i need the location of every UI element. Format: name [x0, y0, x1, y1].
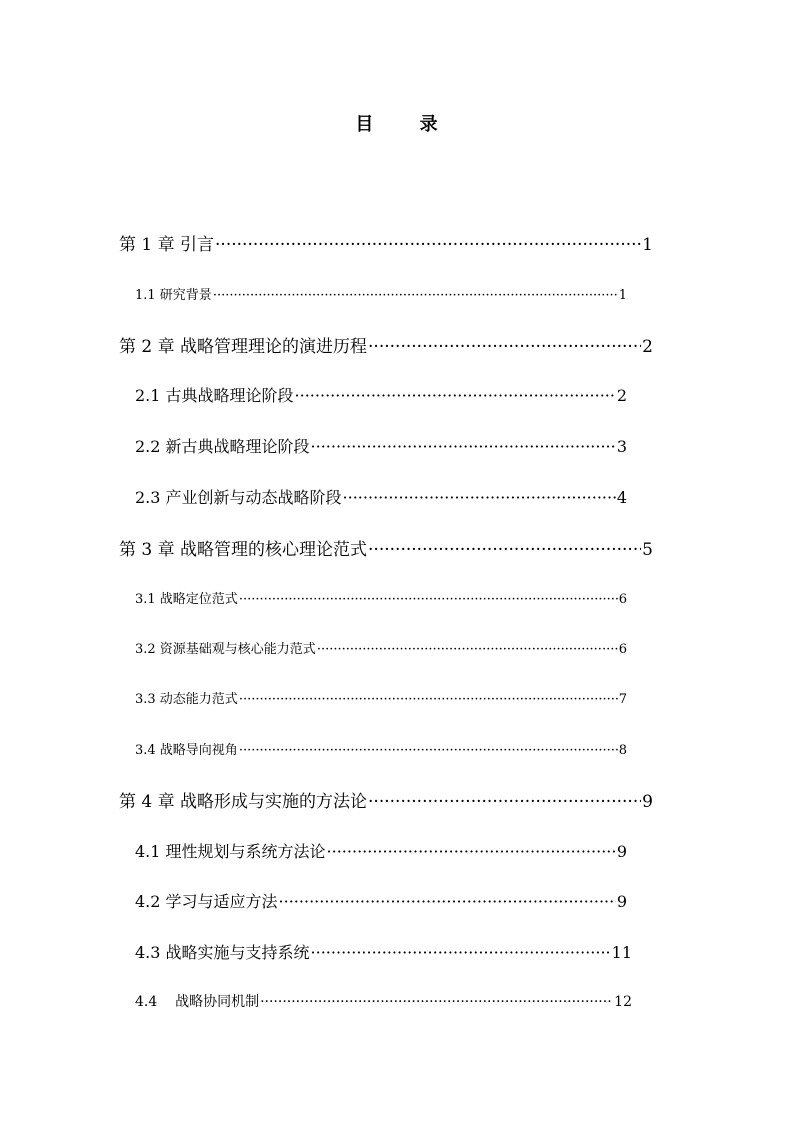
toc-entry-label: 1.1 研究背景 — [135, 288, 212, 303]
toc-entry-page: 12 — [614, 994, 632, 1010]
toc-entry-section-3-4[interactable] — [135, 739, 627, 758]
toc-entry-label: 4.1 理性规划与系统方法论 — [135, 842, 326, 861]
toc-entry-section-4-3[interactable] — [135, 940, 632, 963]
dot-leader — [213, 288, 618, 303]
toc-entry-page: 7 — [618, 692, 627, 707]
dot-leader — [311, 943, 611, 962]
toc-entry-section-1-1[interactable] — [135, 284, 627, 303]
toc-entry-chapter-2[interactable] — [119, 332, 653, 357]
toc-entry-page: 4 — [616, 488, 627, 507]
toc-entry-label: 3.4 战略导向视角 — [135, 743, 238, 758]
toc-entry-label: 2.1 古典战略理论阶段 — [135, 386, 294, 405]
toc-entry-page: 2 — [616, 386, 627, 405]
toc-entry-section-3-2[interactable] — [135, 638, 627, 657]
dot-leader — [239, 592, 618, 607]
toc-entry-label: 2.3 产业创新与动态战略阶段 — [135, 488, 342, 507]
toc-entry-page: 1 — [642, 235, 653, 255]
toc-entry-label: 3.2 资源基础观与核心能力范式 — [135, 642, 316, 657]
toc-entry-chapter-4[interactable] — [119, 787, 653, 812]
dot-leader — [260, 994, 613, 1010]
toc-entry-section-2-3[interactable] — [135, 485, 627, 508]
toc-entry-page: 1 — [618, 288, 627, 303]
toc-entry-page: 9 — [642, 792, 653, 812]
toc-entry-label: 3.1 战略定位范式 — [135, 592, 238, 607]
toc-entry-section-3-3[interactable] — [135, 688, 627, 707]
dot-leader — [327, 842, 616, 861]
dot-leader — [295, 386, 616, 405]
toc-entry-label: 第 2 章 战略管理理论的演进历程 — [119, 337, 368, 357]
dot-leader — [239, 692, 618, 707]
toc-entry-section-4-2[interactable] — [135, 889, 627, 912]
toc-entry-page: 8 — [618, 743, 627, 758]
toc-entry-label: 4.4 战略协同机制 — [135, 994, 260, 1010]
toc-entry-section-3-1[interactable] — [135, 588, 627, 607]
dot-leader — [343, 488, 616, 507]
toc-entry-label: 第 1 章 引言 — [119, 235, 215, 255]
toc-entry-label: 第 4 章 战略形成与实施的方法论 — [119, 792, 368, 812]
toc-entry-page: 6 — [618, 642, 627, 657]
toc-entry-page: 5 — [642, 540, 653, 560]
toc-entry-page: 2 — [642, 337, 653, 357]
toc-entry-page: 11 — [611, 943, 632, 962]
toc-entry-label: 3.3 动态能力范式 — [135, 692, 238, 707]
toc-entry-section-2-1[interactable] — [135, 383, 627, 406]
dot-leader — [368, 792, 641, 812]
dot-leader — [368, 540, 641, 560]
toc-entry-section-4-1[interactable] — [135, 839, 627, 862]
toc-entry-label: 4.3 战略实施与支持系统 — [135, 943, 310, 962]
dot-leader — [215, 235, 641, 255]
toc-entry-chapter-3[interactable] — [119, 535, 653, 560]
toc-entry-page: 6 — [618, 592, 627, 607]
toc-entry-label: 第 3 章 战略管理的核心理论范式 — [119, 540, 368, 560]
toc-entry-page: 3 — [616, 437, 627, 456]
toc-entry-section-4-4[interactable] — [135, 991, 632, 1011]
toc-title: 目 录 — [355, 114, 458, 135]
dot-leader — [279, 892, 616, 911]
toc-entry-section-2-2[interactable] — [135, 434, 627, 457]
dot-leader — [368, 337, 641, 357]
dot-leader — [317, 642, 618, 657]
toc-entry-page: 9 — [616, 892, 627, 911]
toc-entry-label: 2.2 新古典战略理论阶段 — [135, 437, 310, 456]
dot-leader — [311, 437, 616, 456]
toc-entry-label: 4.2 学习与适应方法 — [135, 892, 278, 911]
toc-entry-page: 9 — [616, 842, 627, 861]
dot-leader — [239, 743, 618, 758]
toc-entry-chapter-1[interactable] — [119, 230, 653, 255]
